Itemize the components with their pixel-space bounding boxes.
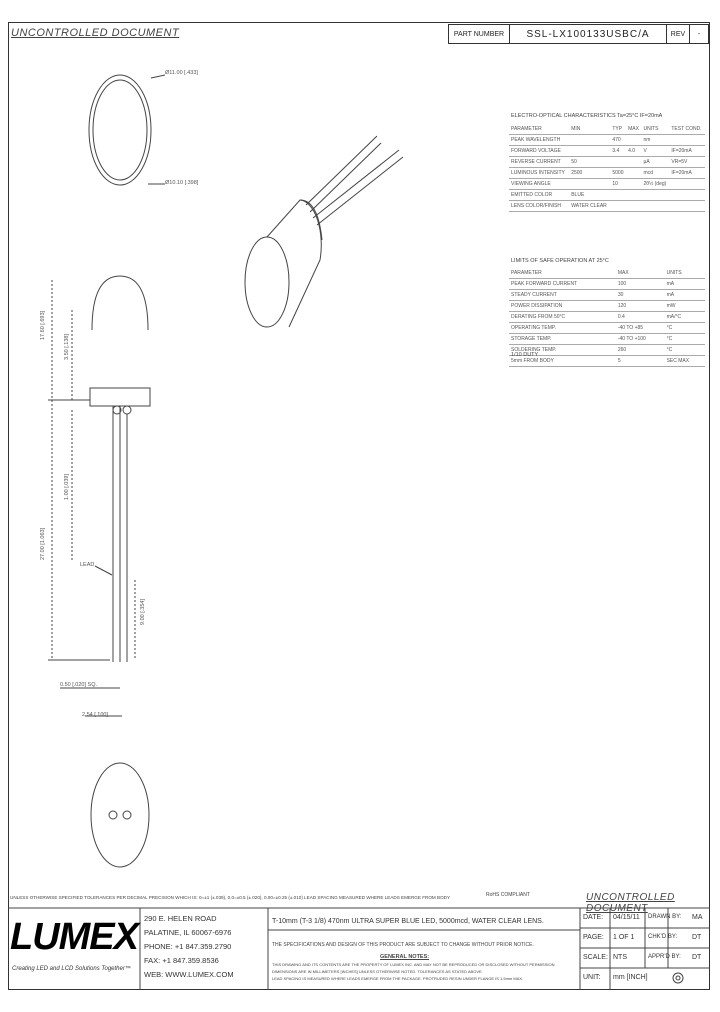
absolute-max-footnote: 1/10 DUTY	[511, 352, 539, 358]
dim-height: 17.60 [.693]	[40, 310, 46, 340]
table-row: DERATING FROM 50°C 0.4 mA/°C	[509, 312, 705, 323]
table-row: FORWARD VOLTAGE 3.4 4.0 V IF=20mA	[509, 146, 705, 157]
col-max: MAX	[626, 124, 641, 135]
table-row: EMITTED COLOR BLUE	[509, 190, 705, 201]
col-parameter: PARAMETER	[509, 124, 569, 135]
unit-value: mm [INCH]	[613, 974, 648, 981]
rev-label: REV	[666, 24, 690, 44]
table-row: OPERATING TEMP. -40 TO +85 °C	[509, 323, 705, 334]
approved-label: APPR'D BY:	[648, 954, 681, 960]
table-row: REVERSE CURRENT 50 µA VR=5V	[509, 157, 705, 168]
phone-line: PHONE: +1 847.359.2790	[144, 942, 232, 951]
general-note: DIMENSIONS ARE IN MILLIMETERS [INCHES] UNLESS OTHERWISE NOTED. TOLERANCES AS STATED ABOVE.	[272, 969, 483, 974]
table-row: PEAK FORWARD CURRENT 100 mA	[509, 279, 705, 290]
watermark-bottom: UNCONTROLLED DOCUMENT	[586, 892, 675, 914]
tagline: Creating LED and LCD Solutions Together™	[12, 966, 131, 972]
table-header-row	[509, 268, 705, 279]
col-units: UNITS	[642, 124, 670, 135]
absolute-max-table	[509, 268, 705, 367]
dim-inner-diameter: Ø10.10 [.398]	[165, 180, 199, 186]
table-row: 5mm FROM BODY 5 SEC MAX	[509, 356, 705, 367]
led-perspective-view	[245, 136, 403, 327]
lumex-logo: LUMEX	[10, 916, 138, 958]
tolerance-note: UNLESS OTHERWISE SPECIFIED TOLERANCES PER DECIMAL PRECISION WHICH IS: 0=±1 (±.039), 0.0=±0.5 (±.020), 0.00=±0.25 (±.010) LEAD SPACING MEASURED WHERE LEADS EMERGE FROM BODY	[10, 895, 451, 900]
side-view-dome	[92, 276, 148, 330]
col-parameter: PARAMETER	[509, 268, 616, 279]
col-max: MAX	[616, 268, 665, 279]
table-row: LUMINOUS INTENSITY 2500 5000 mcd IF=20mA	[509, 168, 705, 179]
table-row: STEADY CURRENT 30 mA	[509, 290, 705, 301]
scale-label: SCALE:	[583, 954, 608, 961]
dim-lead-total: 27.00 [1.063]	[40, 527, 46, 560]
date-value: 04/15/11	[613, 914, 640, 921]
part-number: SSL-LX100133USBC/A	[509, 24, 667, 44]
top-view-outer-circle	[89, 75, 151, 185]
unit-label: UNIT:	[583, 974, 601, 981]
part-description: T-10mm (T-3 1/8) 470nm ULTRA SUPER BLUE LED, 5000mcd, WATER CLEAR LENS.	[272, 918, 544, 925]
top-view-inner-circle	[93, 80, 147, 180]
table-row: LENS COLOR/FINISH WATER CLEAR	[509, 201, 705, 212]
checked-label: CHK'D BY:	[648, 934, 678, 940]
table-row: STORAGE TEMP. -40 TO +100 °C	[509, 334, 705, 345]
spec-change-note: THE SPECIFICATIONS AND DESIGN OF THIS PRODUCT ARE SUBJECT TO CHANGE WITHOUT PRIOR NOTICE.	[272, 942, 534, 948]
address-line: PALATINE, IL 60067-6976	[144, 928, 232, 937]
drawn-value: MA	[692, 914, 703, 921]
approved-value: DT	[692, 954, 702, 961]
general-note: THIS DRAWING AND ITS CONTENTS ARE THE PROPERTY OF LUMEX INC. AND MAY NOT BE REPRODUCED OR DISCLOSED WITHOUT PERMISSION	[272, 962, 555, 967]
part-number-label: PART NUMBER	[448, 24, 510, 44]
col-min: MIN	[569, 124, 610, 135]
absolute-max-title: LIMITS OF SAFE OPERATION AT 25°C	[511, 258, 609, 264]
table-header-row	[509, 124, 705, 135]
table-row: POWER DISSIPATION 120 mW	[509, 301, 705, 312]
electro-optical-title: ELECTRO-OPTICAL CHARACTERISTICS Ta=25°C IF=20mA	[511, 113, 663, 119]
electro-optical-table	[509, 124, 705, 212]
dim-lead: 1.00 [.039]	[64, 474, 70, 500]
general-note: LEAD SPACING IS MEASURED WHERE LEADS EMERGE FROM THE PACKAGE. PROTRUDED RESIN UNDER FLANGE IS 1.5mm MAX.	[272, 976, 524, 981]
col-test-cond: TEST COND.	[669, 124, 705, 135]
web-line: WEB: WWW.LUMEX.COM	[144, 970, 234, 979]
checked-value: DT	[692, 934, 702, 941]
bottom-view-circle	[91, 763, 149, 867]
table-row: PEAK WAVELENGTH 470 nm	[509, 135, 705, 146]
table-row: SOLDERING TEMP. 260 °C	[509, 345, 705, 356]
address-line: 290 E. HELEN ROAD	[144, 914, 217, 923]
projection-symbol-icon	[670, 970, 686, 986]
fax-line: FAX: +1 847.359.8536	[144, 956, 219, 965]
page-value: 1 OF 1	[613, 934, 635, 941]
dim-body: 3.50 [.138]	[64, 334, 70, 360]
date-label: DATE:	[583, 914, 604, 921]
drawn-label: DRAWN BY:	[648, 914, 682, 920]
table-row: VIEWING ANGLE 10 2θ½ (deg)	[509, 179, 705, 190]
dim-short: 9.00 [.354]	[140, 599, 146, 625]
dim-lead-spacing: 2.54 [.100]	[82, 712, 108, 718]
general-notes-title: GENERAL NOTES:	[380, 954, 430, 960]
col-units: UNITS	[665, 268, 705, 279]
page-label: PAGE:	[583, 934, 604, 941]
scale-value: NTS	[613, 954, 627, 961]
side-view-flange	[90, 388, 150, 406]
col-typ: TYP	[610, 124, 626, 135]
rohs-mark: RoHS COMPLIANT	[486, 892, 530, 898]
lead-label: LEAD	[80, 562, 95, 568]
dim-lead-pitch: 0.50 [.020] SQ.	[60, 682, 97, 688]
rev-value: -	[689, 24, 709, 44]
dim-outer-diameter: Ø11.00 [.433]	[165, 70, 198, 76]
watermark-top: UNCONTROLLED DOCUMENT	[11, 27, 180, 39]
